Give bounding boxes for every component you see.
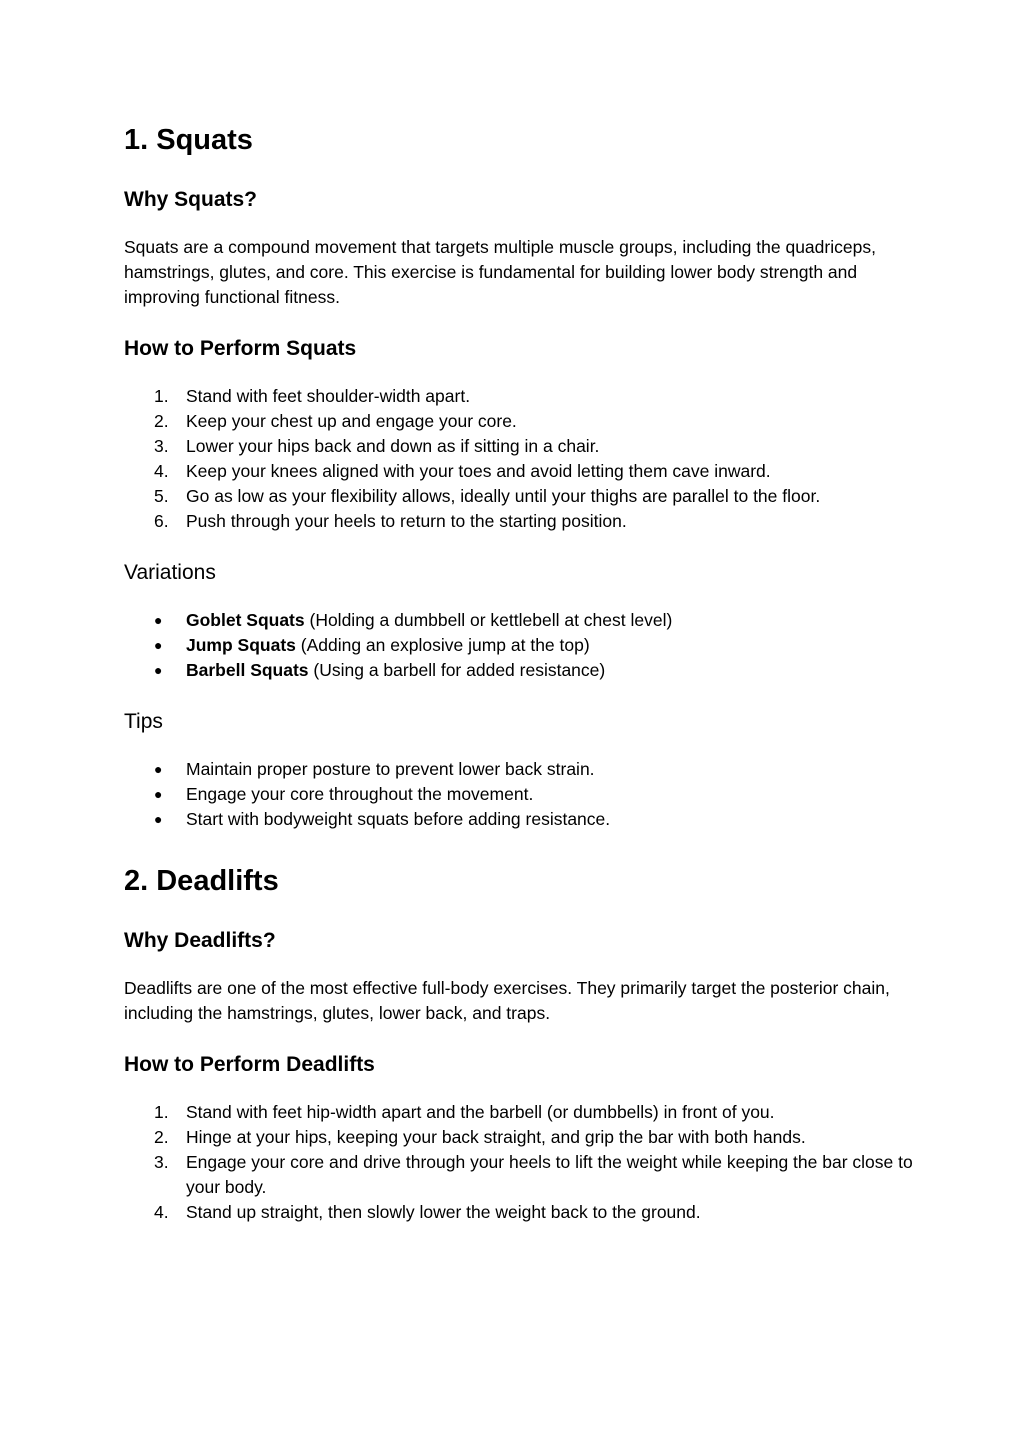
heading-why-squats: Why Squats? (124, 188, 258, 211)
list-item: ● Maintain proper posture to prevent lower back strain. (124, 757, 914, 782)
list-item: 5. Go as low as your flexibility allows, ideally until your thighs are parallel to the floor. (154, 486, 821, 506)
heading-how-squats: How to Perform Squats (124, 337, 357, 360)
paragraph-why-squats: Squats are a compound movement that targets multiple muscle groups, including the quadriceps, hamstrings, glutes, and core. This exercise is fundamental for building lower body strength and improving functional fitness. (124, 237, 876, 307)
heading-variations: Variations (124, 561, 216, 584)
list-item: ● Engage your core throughout the movement. (124, 782, 914, 807)
squats-steps-list (124, 384, 914, 534)
list-item: 4. Stand up straight, then slowly lower the weight back to the ground. (154, 1202, 701, 1222)
heading-tips: Tips (124, 710, 163, 733)
list-item: 1. Stand with feet hip-width apart and the barbell (or dumbbells) in front of you. (154, 1102, 775, 1122)
bullet-icon: ● (154, 662, 163, 678)
bullet-icon: ● (154, 761, 163, 777)
bullet-icon: ● (154, 811, 163, 827)
list-item: ● Start with bodyweight squats before adding resistance. (124, 807, 914, 832)
list-item: ● Jump Squats (Adding an explosive jump at the top) (124, 633, 914, 658)
list-item: 3. Lower your hips back and down as if sitting in a chair. (154, 436, 600, 456)
squats-variations-list (124, 608, 914, 683)
heading-how-deadlifts: How to Perform Deadlifts (124, 1053, 375, 1076)
list-item: 4. Keep your knees aligned with your toes and avoid letting them cave inward. (154, 461, 771, 481)
deadlifts-steps-list (124, 1100, 914, 1225)
bullet-icon: ● (154, 612, 163, 628)
bullet-icon: ● (154, 637, 163, 653)
list-item: ● Goblet Squats (Holding a dumbbell or kettlebell at chest level) (124, 608, 914, 633)
list-item: 2. Keep your chest up and engage your core. (154, 411, 517, 431)
list-item: 1. Stand with feet shoulder-width apart. (154, 386, 471, 406)
heading-why-deadlifts: Why Deadlifts? (124, 929, 276, 952)
bullet-icon: ● (154, 786, 163, 802)
section-title-deadlifts: 2. Deadlifts (124, 865, 279, 897)
list-item: 2. Hinge at your hips, keeping your back straight, and grip the bar with both hands. (154, 1127, 806, 1147)
paragraph-why-deadlifts: Deadlifts are one of the most effective full-body exercises. They primarily target the posterior chain, including the hamstrings, glutes, lower back, and traps. (124, 978, 890, 1023)
list-item: 6. Push through your heels to return to the starting position. (154, 511, 627, 531)
section-title-squats: 1. Squats (124, 124, 253, 156)
list-item: 3. Engage your core and drive through your heels to lift the weight while keeping the bar close to your body. (154, 1152, 913, 1197)
squats-tips-list (124, 757, 914, 832)
list-item: ● Barbell Squats (Using a barbell for added resistance) (124, 658, 914, 683)
